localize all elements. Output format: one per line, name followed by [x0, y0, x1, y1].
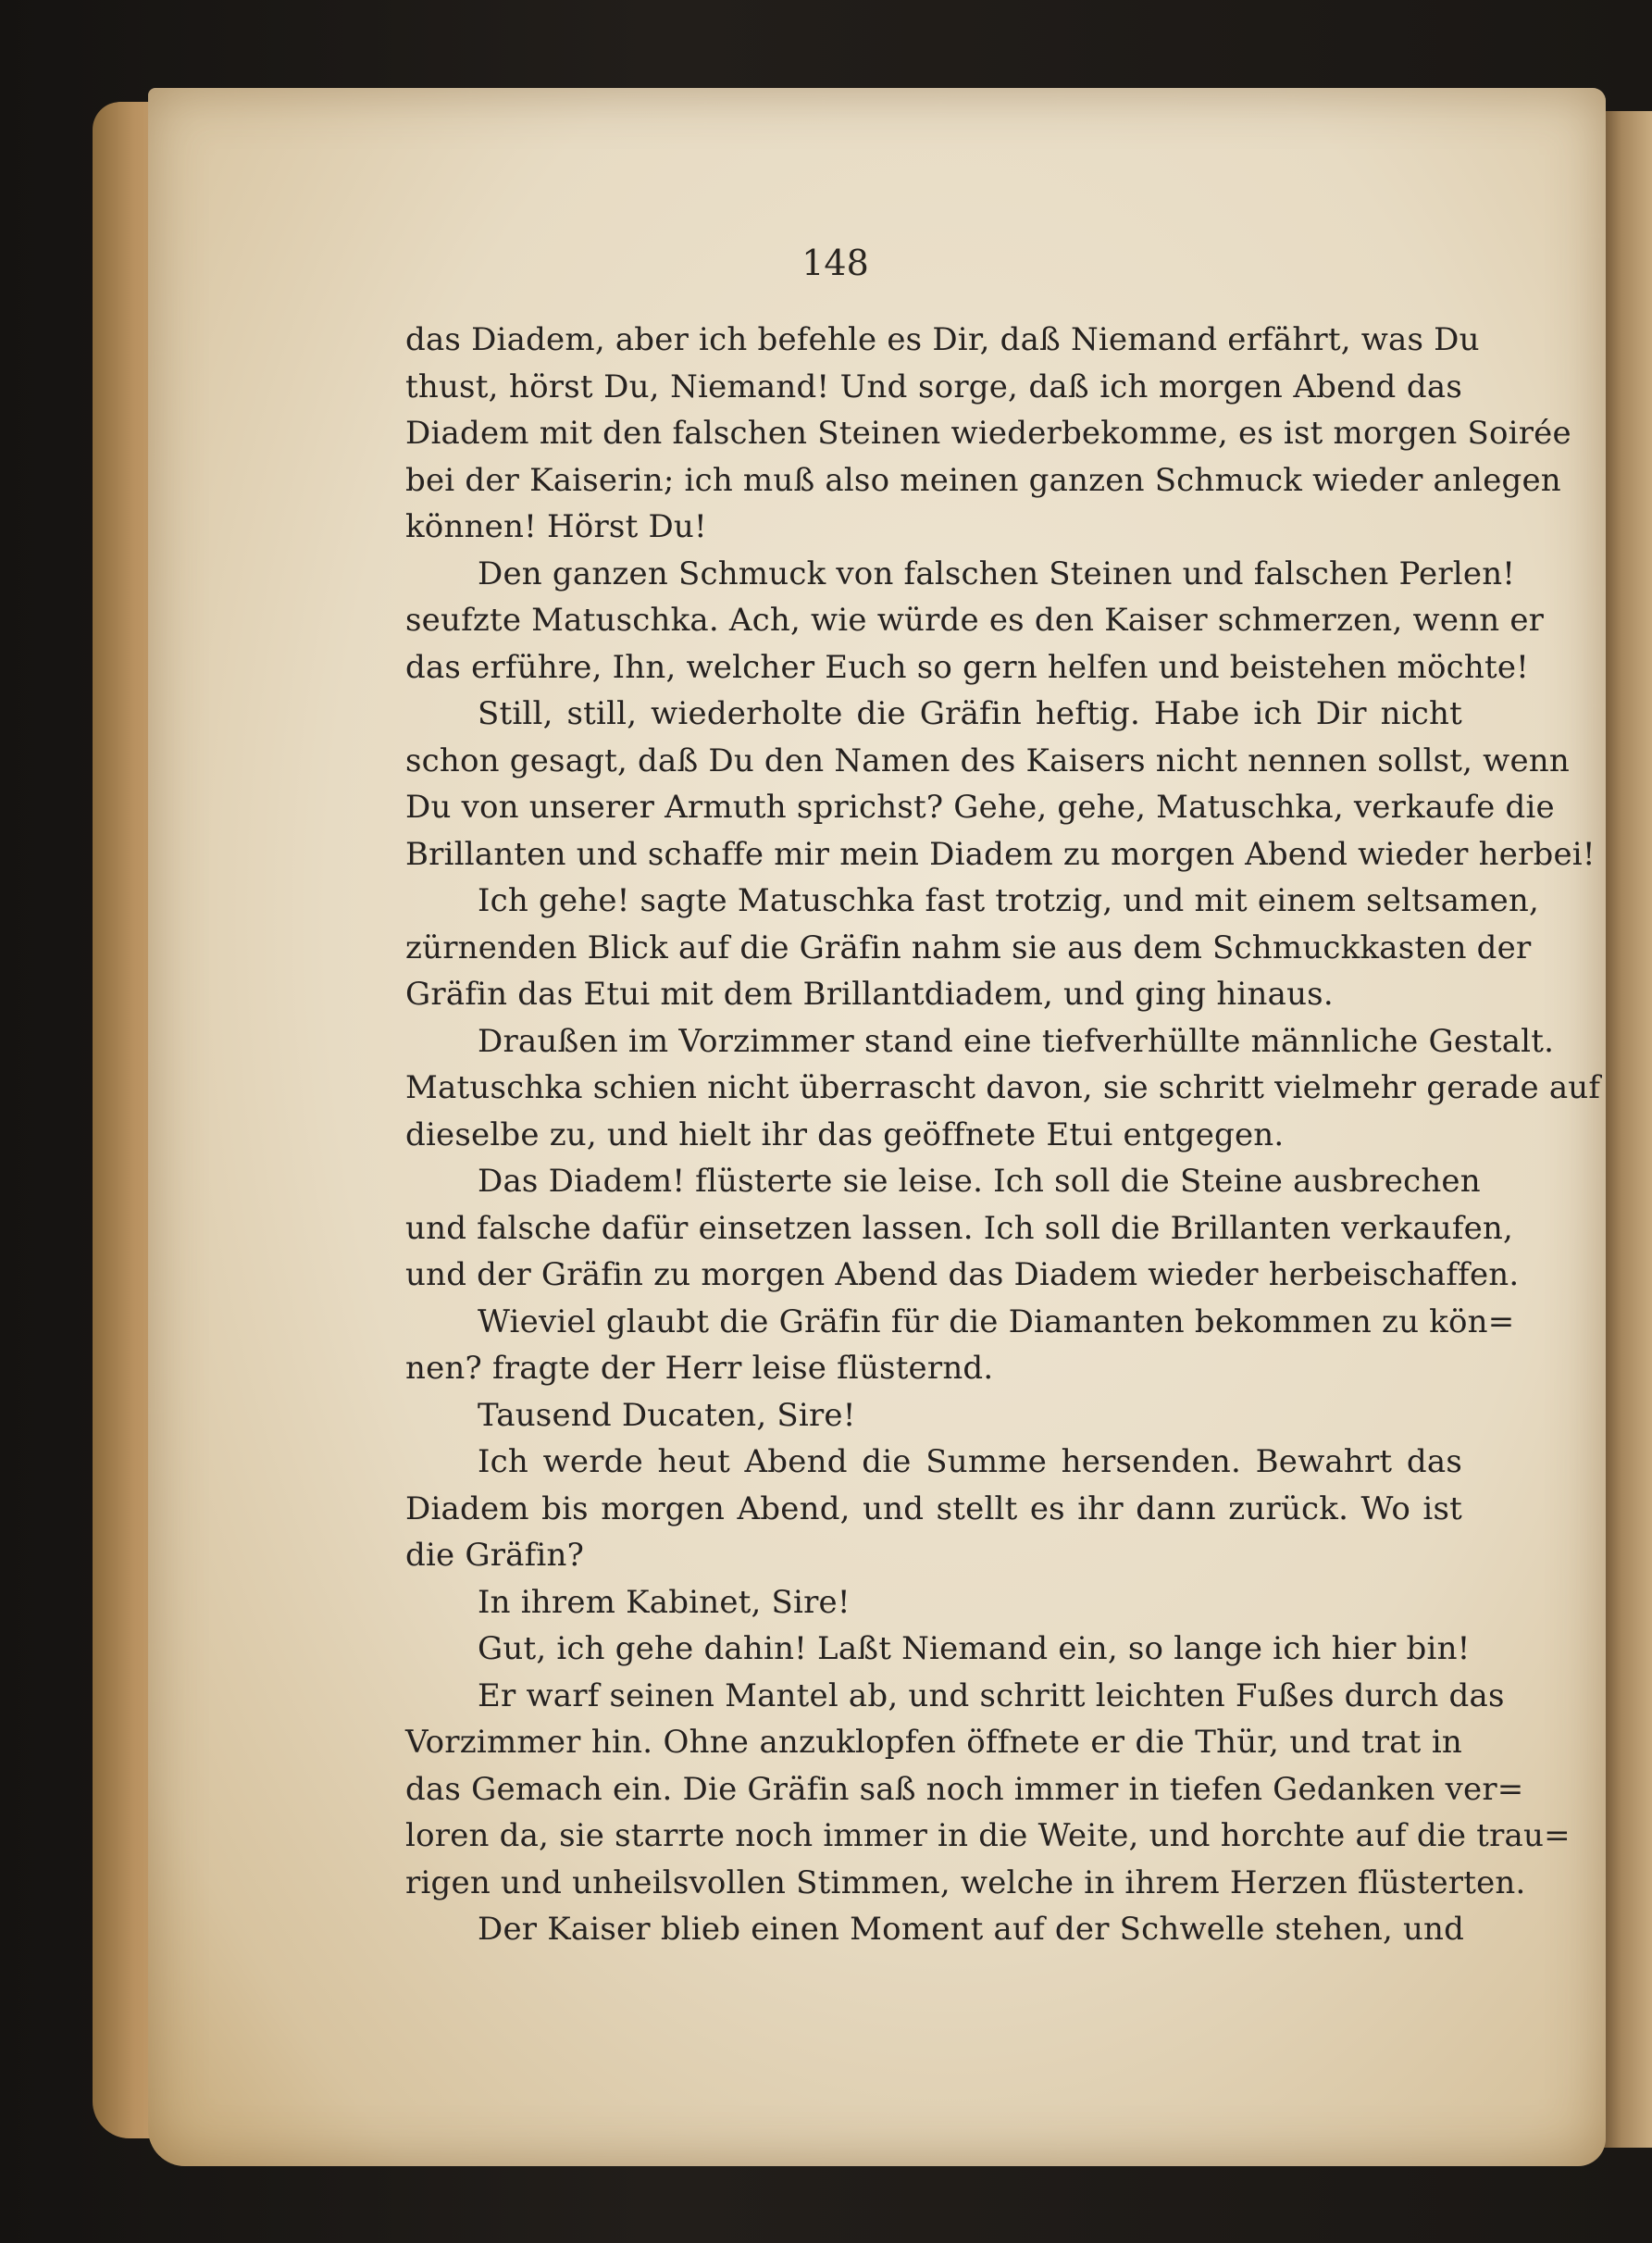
text-line: Brillanten und schaffe mir mein Diadem zu morgen Abend wieder herbei!: [405, 835, 1596, 873]
text-line: Er warf seinen Mantel ab, und schritt leichten Fußes durch das: [478, 1676, 1505, 1714]
text-line: und der Gräfin zu morgen Abend das Diadem wieder herbeischaffen.: [405, 1256, 1520, 1293]
text-line: Diadem mit den falschen Steinen wiederbekomme, es ist morgen Soirée: [405, 415, 1571, 452]
text-line: schon gesagt, daß Du den Namen des Kaisers nicht nennen sollst, wenn: [405, 741, 1571, 779]
text-line: loren da, sie starrte noch immer in die Weite, und horchte auf die trau=: [405, 1817, 1571, 1854]
text-line: zürnenden Blick auf die Gräfin nahm sie aus dem Schmuckkasten der: [405, 928, 1532, 966]
text-line: nen? fragte der Herr leise flüsternd.: [405, 1350, 994, 1387]
text-line: Diadem bis morgen Abend, und stellt es ihr dann zurück. Wo ist: [405, 1489, 1462, 1527]
text-line: bei der Kaiserin; ich muß also meinen ganzen Schmuck wieder anlegen: [405, 461, 1561, 499]
text-line: Matuschka schien nicht überrascht davon, sie schritt vielmehr gerade auf: [405, 1069, 1601, 1106]
text-line: Ich werde heut Abend die Summe hersenden. Bewahrt das: [478, 1443, 1462, 1480]
text-line: Ich gehe! sagte Matuschka fast trotzig, und mit einem seltsamen,: [478, 882, 1540, 919]
text-line: Gut, ich gehe dahin! Laßt Niemand ein, so lange ich hier bin!: [478, 1630, 1471, 1667]
text-line: das erführe, Ihn, welcher Euch so gern helfen und beistehen möchte!: [405, 648, 1530, 686]
text-line: Draußen im Vorzimmer stand eine tiefverhüllte männliche Gestalt.: [478, 1022, 1555, 1060]
text-line: Still, still, wiederholte die Gräfin heftig. Habe ich Dir nicht: [478, 695, 1462, 732]
text-line: Das Diadem! flüsterte sie leise. Ich soll die Steine ausbrechen: [478, 1163, 1481, 1200]
text-line: Du von unserer Armuth sprichst? Gehe, gehe, Matuschka, verkaufe die: [405, 789, 1555, 826]
text-line: Der Kaiser blieb einen Moment auf der Schwelle stehen, und: [478, 1911, 1465, 1948]
text-line: Tausend Ducaten, Sire!: [478, 1396, 856, 1434]
text-line: können! Hörst Du!: [405, 508, 707, 545]
text-line: rigen und unheilsvollen Stimmen, welche in ihrem Herzen flüsterten.: [405, 1863, 1526, 1901]
text-line: die Gräfin?: [405, 1537, 585, 1574]
body-text: [405, 317, 1601, 1953]
page-number: 148: [801, 243, 869, 283]
text-line: Gräfin das Etui mit dem Brillantdiadem, und ging hinaus.: [405, 976, 1334, 1013]
facing-page-edge: [1601, 111, 1652, 2148]
text-line: dieselbe zu, und hielt ihr das geöffnete Etui entgegen.: [405, 1115, 1285, 1153]
text-line: und falsche dafür einsetzen lassen. Ich soll die Brillanten verkaufen,: [405, 1209, 1514, 1247]
text-line: Wieviel glaubt die Gräfin für die Diamanten bekommen zu kön=: [478, 1302, 1515, 1340]
text-line: thust, hörst Du, Niemand! Und sorge, daß ich morgen Abend das: [405, 368, 1462, 405]
text-line: In ihrem Kabinet, Sire!: [478, 1583, 851, 1621]
text-line: Vorzimmer hin. Ohne anzuklopfen öffnete er die Thür, und trat in: [405, 1724, 1462, 1761]
text-line: Den ganzen Schmuck von falschen Steinen und falschen Perlen!: [478, 555, 1516, 592]
text-line: seufzte Matuschka. Ach, wie würde es den Kaiser schmerzen, wenn er: [405, 602, 1545, 639]
text-line: das Diadem, aber ich befehle es Dir, daß Niemand erfährt, was Du: [405, 321, 1480, 358]
text-line: das Gemach ein. Die Gräfin saß noch immer in tiefen Gedanken ver=: [405, 1770, 1524, 1808]
